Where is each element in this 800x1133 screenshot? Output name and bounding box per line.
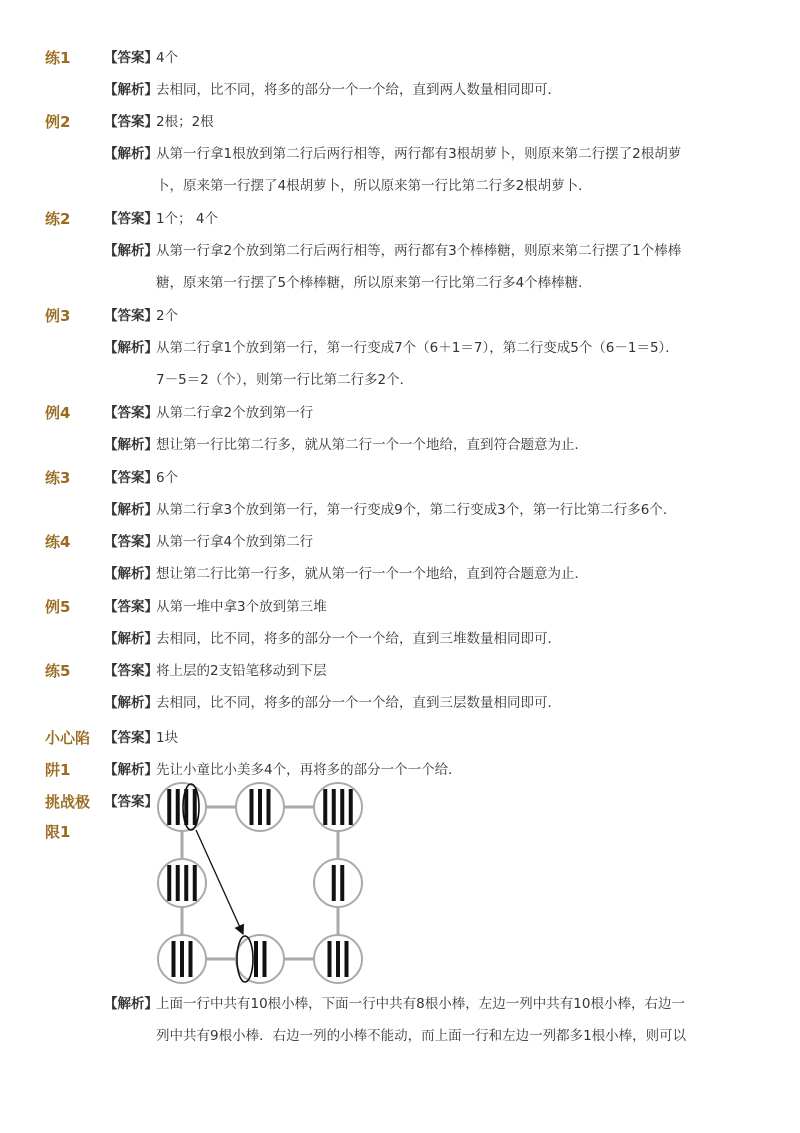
answer-label: 【答案】 [104, 470, 158, 486]
analysis-label: 【解析】 [104, 243, 158, 259]
analysis-text: 想让第二行比第一行多，就从第一行一个一个地给，直到符合题意为止． [156, 566, 588, 582]
stick [172, 941, 176, 977]
analysis-label: 【解析】 [104, 631, 158, 647]
answer-label: 【答案】 [104, 308, 158, 324]
stick [180, 941, 184, 977]
section-tag: 例5 [45, 598, 71, 616]
answer-label: 【答案】 [104, 730, 158, 746]
answer-label: 【答案】 [104, 211, 158, 227]
section-tag: 挑战极 [45, 793, 91, 811]
analysis-label: 【解析】 [104, 437, 158, 453]
analysis-cont [0, 364, 800, 396]
stick [193, 865, 197, 901]
section-tag: 例2 [45, 113, 71, 131]
stick [189, 941, 193, 977]
bundle-circle [236, 935, 284, 983]
analysis-label: 【解析】 [104, 82, 158, 98]
analysis-label: 【解析】 [104, 340, 158, 356]
analysis-text: 去相同，比不同，将多的部分一个一个给，直到两人数量相同即可． [156, 82, 561, 98]
analysis-text: 从第一行拿1根放到第二行后两行相等，两行都有3根胡萝卜，则原来第二行摆了2根胡萝 [156, 146, 682, 162]
stick [176, 865, 180, 901]
stick [167, 865, 171, 901]
analysis-text: 7－5＝2（个），则第一行比第二行多2个． [156, 372, 414, 388]
section-tag: 小心陷 [45, 729, 91, 747]
analysis-text: 从第二行拿3个放到第一行，第一行变成9个，第二行变成3个，第一行比第二行多6个． [156, 502, 677, 518]
answer-text: 从第一行拿4个放到第二行 [156, 534, 314, 550]
analysis-text: 列中共有9根小棒．右边一列的小棒不能动，而上面一行和左边一列都多1根小棒，则可以 [156, 1028, 687, 1044]
analysis-row [0, 74, 800, 106]
stick [254, 941, 258, 977]
analysis-row [0, 332, 800, 364]
stick [332, 865, 336, 901]
answer-text: 从第一堆中拿3个放到第三堆 [156, 599, 327, 615]
section-tag: 例3 [45, 307, 71, 325]
answer-label: 【答案】 [104, 405, 158, 421]
challenge-analysis-cont [0, 1020, 800, 1052]
answer-label: 【答案】 [104, 534, 158, 550]
stick-bundle [236, 935, 284, 983]
section-tag: 练4 [45, 533, 71, 551]
analysis-text: 去相同，比不同，将多的部分一个一个给，直到三堆数量相同即可． [156, 631, 561, 647]
stick [263, 941, 267, 977]
analysis-text: 糖，原来第一行摆了5个棒棒糖，所以原来第一行比第二行多4个棒棒糖． [156, 275, 592, 291]
answer-row [0, 42, 800, 74]
bundle-circle [158, 859, 206, 907]
analysis-label: 【解析】 [104, 695, 158, 711]
answer-label: 【答案】 [104, 114, 158, 130]
answer-text: 2根；2根 [156, 114, 214, 130]
trap-answer-row [0, 722, 800, 754]
analysis-label: 【解析】 [104, 566, 158, 582]
analysis-label: 【解析】 [104, 502, 158, 518]
analysis-cont [0, 267, 800, 299]
analysis-label: 【解析】 [104, 996, 158, 1012]
stick-bundle [158, 859, 206, 907]
stick [250, 789, 254, 825]
analysis-label: 【解析】 [104, 762, 158, 778]
section-tag: 例4 [45, 404, 71, 422]
answer-label: 【答案】 [104, 663, 158, 679]
answer-row [0, 203, 800, 235]
answer-label: 【答案】 [104, 50, 158, 66]
analysis-row [0, 429, 800, 461]
analysis-row [0, 687, 800, 719]
analysis-text: 从第二行拿1个放到第一行，第一行变成7个（6＋1＝7），第二行变成5个（6－1＝5）． [156, 340, 679, 356]
analysis-text: 想让第一行比第二行多，就从第二行一个一个地给，直到符合题意为止． [156, 437, 588, 453]
answer-row [0, 462, 800, 494]
stick [176, 789, 180, 825]
section-tag: 限1 [45, 823, 71, 841]
analysis-text: 先让小童比小美多4个，再将多的部分一个一个给． [156, 762, 462, 778]
stick [267, 789, 271, 825]
stick-bundle [236, 783, 284, 831]
analysis-label: 【解析】 [104, 146, 158, 162]
stick [193, 789, 197, 825]
analysis-text: 上面一行中共有10根小棒，下面一行中共有8根小棒，左边一列中共有10根小棒，右边一 [156, 996, 685, 1012]
section-tag: 阱1 [45, 761, 71, 779]
answer-text: 1个； 4个 [156, 211, 218, 227]
stick [167, 789, 171, 825]
answer-row [0, 591, 800, 623]
analysis-row [0, 138, 800, 170]
bundle-circle [314, 859, 362, 907]
answer-row [0, 397, 800, 429]
stick [340, 865, 344, 901]
stick [345, 941, 349, 977]
stick [184, 865, 188, 901]
answer-text: 6个 [156, 470, 179, 486]
stick-bundle [314, 859, 362, 907]
section-tag: 练1 [45, 49, 71, 67]
stick [349, 789, 353, 825]
section-tag: 练2 [45, 210, 71, 228]
analysis-row [0, 494, 800, 526]
section-tag: 练3 [45, 469, 71, 487]
answer-row [0, 655, 800, 687]
answer-row [0, 300, 800, 332]
analysis-text: 从第一行拿2个放到第二行后两行相等，两行都有3个棒棒糖，则原来第二行摆了1个棒棒 [156, 243, 682, 259]
answer-text: 4个 [156, 50, 179, 66]
analysis-text: 去相同，比不同，将多的部分一个一个给，直到三层数量相同即可． [156, 695, 561, 711]
answer-text: 1块 [156, 730, 179, 746]
stick [328, 941, 332, 977]
analysis-row [0, 558, 800, 590]
answer-label: 【答案】 [104, 599, 158, 615]
challenge-answer-row [0, 786, 800, 818]
answer-label: 【答案】 [104, 794, 158, 810]
answer-text: 将上层的2支铅笔移动到下层 [156, 663, 327, 679]
answer-row [0, 106, 800, 138]
bundle-circle [314, 783, 362, 831]
stick [340, 789, 344, 825]
analysis-row [0, 623, 800, 655]
section-tag: 练5 [45, 662, 71, 680]
stick [336, 941, 340, 977]
answer-text: 2个 [156, 308, 179, 324]
stick [323, 789, 327, 825]
answer-row [0, 526, 800, 558]
analysis-row [0, 235, 800, 267]
stick-bundle [158, 935, 206, 983]
stick [332, 789, 336, 825]
stick-bundle [314, 783, 362, 831]
challenge-tag-row [0, 816, 800, 848]
stick-bundle [314, 935, 362, 983]
trap-analysis-row [0, 754, 800, 786]
answer-text: 从第二行拿2个放到第一行 [156, 405, 314, 421]
analysis-cont [0, 170, 800, 202]
stick [258, 789, 262, 825]
analysis-text: 卜，原来第一行摆了4根胡萝卜，所以原来第一行比第二行多2根胡萝卜． [156, 178, 592, 194]
challenge-analysis-row [0, 988, 800, 1020]
stick-diagram [150, 778, 380, 998]
